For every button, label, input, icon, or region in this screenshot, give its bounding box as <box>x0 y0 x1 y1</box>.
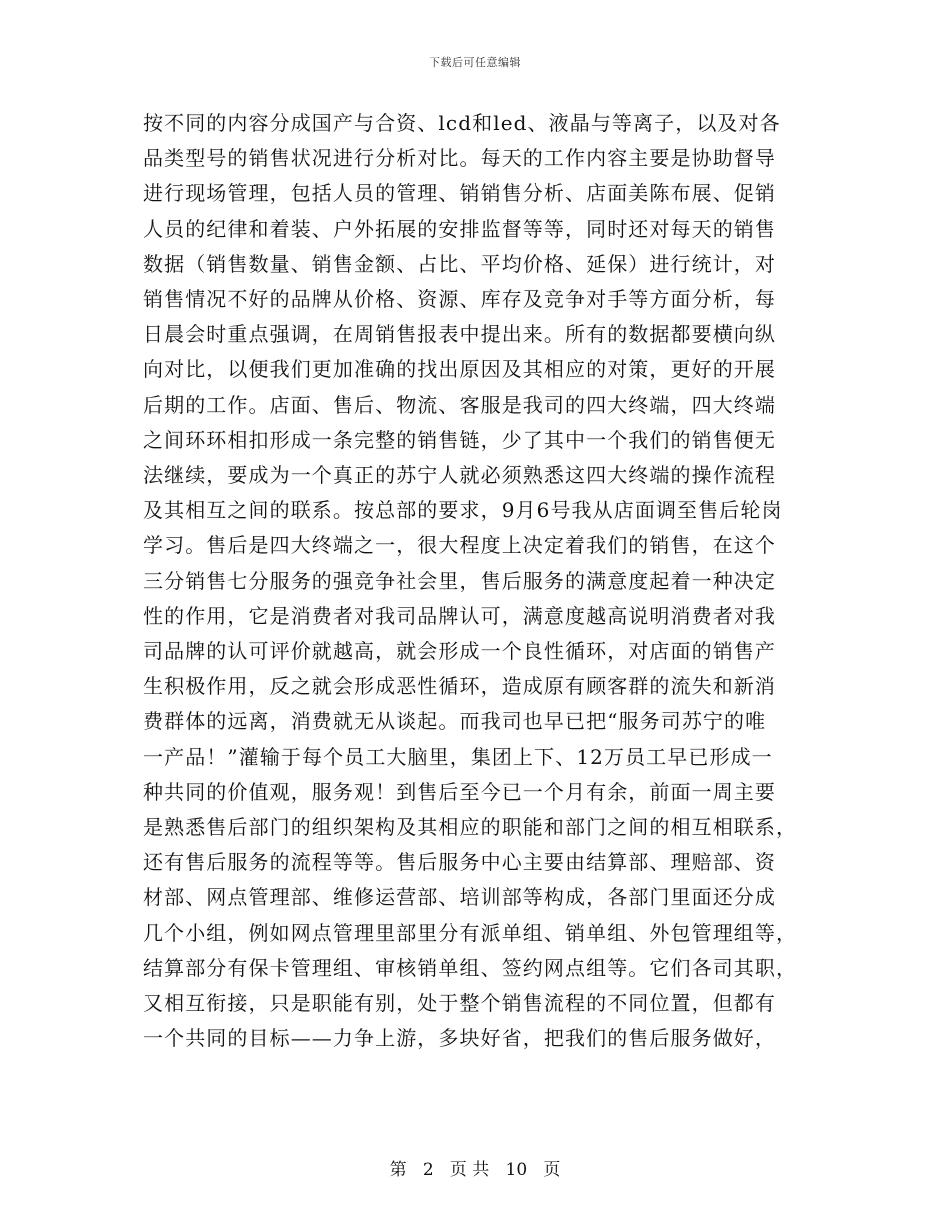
body-line: 后期的工作。店面、售后、物流、客服是我司的四大终端，四大终端 <box>143 392 776 417</box>
body-line: 向对比，以便我们更加准确的找出原因及其相应的对策，更好的开展 <box>143 357 776 382</box>
body-line: 一个共同的目标——力争上游，多块好省，把我们的售后服务做好， <box>143 1026 776 1051</box>
page-header-note: 下载后可任意编辑 <box>429 56 521 69</box>
page-label-suffix: 页 <box>543 1160 561 1180</box>
body-line: 及其相互之间的联系。按总部的要求，9月6号我从店面调至售后轮岗 <box>143 498 783 523</box>
body-line: 三分销售七分服务的强竞争社会里，售后服务的满意度起着一种决定 <box>143 568 776 593</box>
total-pages-number: 10 <box>505 1160 528 1180</box>
body-line: 性的作用，它是消费者对我司品牌认可，满意度越高说明消费者对我 <box>143 603 776 628</box>
body-line: 种共同的价值观，服务观！到售后至今已一个月有余，前面一周主要 <box>143 779 776 804</box>
page-number-footer <box>0 1155 950 1180</box>
body-line: 学习。售后是四大终端之一，很大程度上决定着我们的销售，在这个 <box>143 533 776 558</box>
body-line: 之间环环相扣形成一条完整的销售链，少了其中一个我们的销售便无 <box>143 427 776 452</box>
body-line: 日晨会时重点强调，在周销售报表中提出来。所有的数据都要横向纵 <box>143 322 776 347</box>
body-line: 进行现场管理，包括人员的管理、销销售分析、店面美陈布展、促销 <box>143 181 776 206</box>
page-label-mid: 页 共 <box>449 1160 490 1180</box>
body-line: 司品牌的认可评价就越高，就会形成一个良性循环，对店面的销售产 <box>143 639 776 664</box>
body-line: 法继续，要成为一个真正的苏宁人就必须熟悉这四大终端的操作流程 <box>143 463 776 488</box>
body-line: 人员的纪律和着装、户外拓展的安排监督等等，同时还对每天的销售 <box>143 216 776 241</box>
body-line: 材部、网点管理部、维修运营部、培训部等构成，各部门里面还分成 <box>143 885 776 910</box>
body-line: 结算部分有保卡管理组、审核销单组、签约网点组等。它们各司其职， <box>143 955 798 980</box>
body-line: 几个小组，例如网点管理里部里分有派单组、销单组、外包管理组等， <box>143 920 798 945</box>
page-label-prefix: 第 <box>389 1160 407 1180</box>
body-line: 一产品！”灌输于每个员工大脑里，集团上下、12万员工早已形成一 <box>143 744 773 769</box>
body-line: 还有售后服务的流程等等。售后服务中心主要由结算部、理赔部、资 <box>143 850 776 875</box>
body-line: 销售情况不好的品牌从价格、资源、库存及竞争对手等方面分析，每 <box>143 287 776 312</box>
body-line: 数据（销售数量、销售金额、占比、平均价格、延保）进行统计，对 <box>143 251 776 276</box>
body-line: 是熟悉售后部门的组织架构及其相应的职能和部门之间的相互相联系， <box>143 815 798 840</box>
body-line: 按不同的内容分成国产与合资、lcd和led、液晶与等离子，以及对各 <box>143 111 781 135</box>
document-body <box>143 106 811 1056</box>
body-line: 生积极作用，反之就会形成恶性循环，造成原有顾客群的流失和新消 <box>143 674 776 699</box>
current-page-number: 2 <box>422 1160 434 1180</box>
body-line: 费群体的远离，消费就无从谈起。而我司也早已把“服务司苏宁的唯 <box>143 709 767 734</box>
body-line: 又相互衔接，只是职能有别，处于整个销售流程的不同位置，但都有 <box>143 991 776 1016</box>
body-line: 品类型号的销售状况进行分析对比。每天的工作内容主要是协助督导 <box>143 146 776 171</box>
